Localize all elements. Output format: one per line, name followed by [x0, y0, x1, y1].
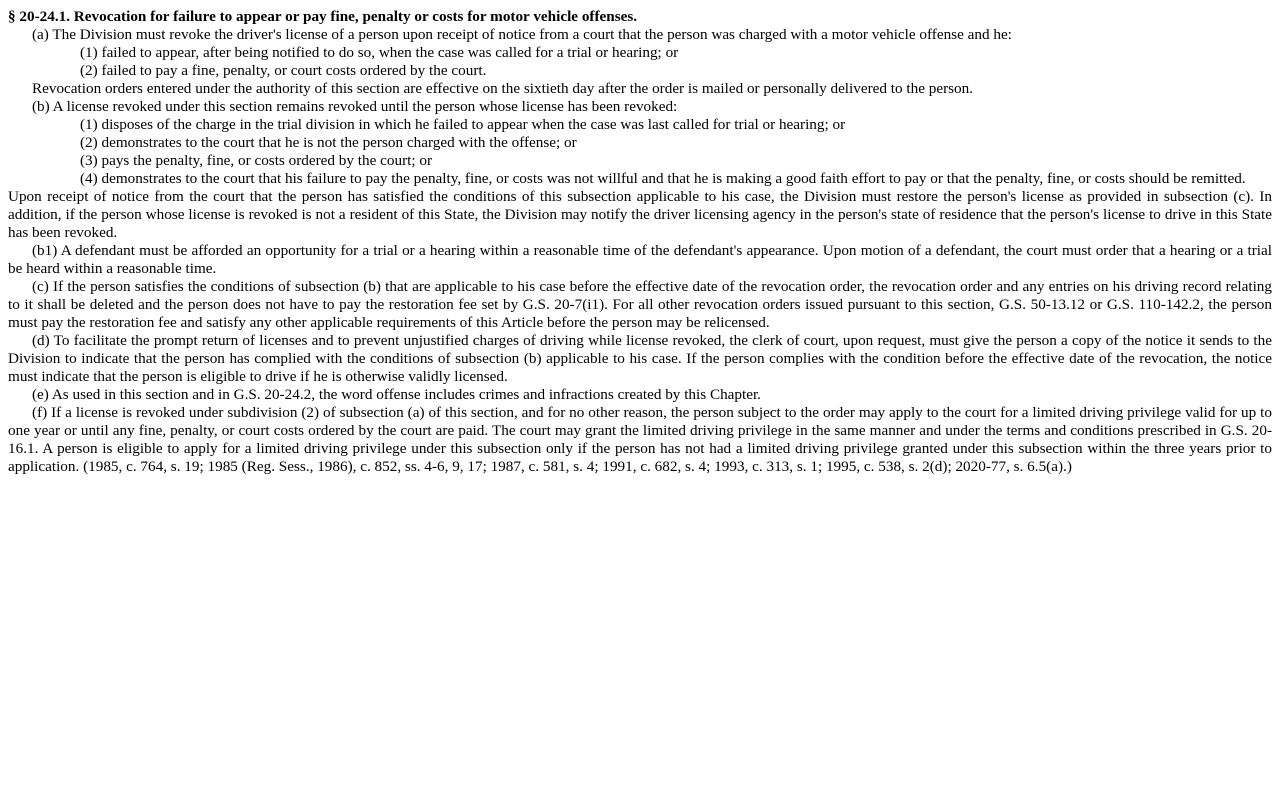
subsection-f: (f) If a license is revoked under subdivision (2) of subsection (a) of this section, and for no other reason, the person subject to the order may apply to the court for a limited driving privilege valid for up to one year or until any fine, penalty, or court costs ordered by the court are paid. The court may grant the limited driving privilege in the same manner and under the terms and conditions prescribed in G.S. 20-16.1. A person is eligible to apply for a limited driving privilege under this subsection only if the person has not had a limited driving privilege granted under this subsection within the three years prior to application. (1985, c. 764, s. 19; 1985 (Reg. Sess., 1986), c. 852, ss. 4-6, 9, 17; 1987, c. 581, s. 4; 1991, c. 682, s. 4; 1993, c. 313, s. 1; 1995, c. 538, s. 2(d); 2020-77, s. 6.5(a).)	[8, 404, 1272, 475]
subsection-b-closing: Upon receipt of notice from the court that the person has satisfied the conditions of this subsection applicable to his case, the Division must restore the person's license as provided in subsection (c). In addition, if the person whose license is revoked is not a resident of this State, the Division may notify the driver licensing agency in the person's state of residence that the person's license to drive in this State has been revoked.	[8, 188, 1272, 241]
subsection-b-item-3: (3) pays the penalty, fine, or costs ordered by the court; or	[80, 152, 433, 169]
subsection-b1: (b1) A defendant must be afforded an opportunity for a trial or a hearing within a reasonable time of the defendant's appearance. Upon motion of a defendant, the court must order that a hearing or a trial be heard within a reasonable time.	[8, 242, 1272, 277]
subsection-b: (b) A license revoked under this section remains revoked until the person whose license has been revoked:	[32, 98, 678, 115]
revocation-effective-note: Revocation orders entered under the authority of this section are effective on the sixtieth day after the order is mailed or personally delivered to the person.	[32, 80, 974, 97]
subsection-b-item-4: (4) demonstrates to the court that his failure to pay the penalty, fine, or costs was not willful and that he is making a good faith effort to pay or that the penalty, fine, or costs should be remitted.	[80, 170, 1246, 187]
subsection-c: (c) If the person satisfies the conditions of subsection (b) that are applicable to his case before the effective date of the revocation order, the revocation order and any entries on his driving record relating to it shall be deleted and the person does not have to pay the restoration fee set by G.S. 20-7(i1). For all other revocation orders issued pursuant to this section, G.S. 50-13.12 or G.S. 110-142.2, the person must pay the restoration fee and satisfy any other applicable requirements of this Article before the person may be relicensed.	[8, 278, 1272, 331]
statute-document	[8, 8, 1272, 476]
subsection-a: (a) The Division must revoke the driver's license of a person upon receipt of notice from a court that the person was charged with a motor vehicle offense and he:	[32, 26, 1012, 43]
subsection-b-item-1: (1) disposes of the charge in the trial division in which he failed to appear when the case was last called for trial or hearing; or	[80, 116, 846, 133]
subsection-a-item-2: (2) failed to pay a fine, penalty, or court costs ordered by the court.	[80, 62, 487, 79]
subsection-d: (d) To facilitate the prompt return of licenses and to prevent unjustified charges of driving while license revoked, the clerk of court, upon request, must give the person a copy of the notice it sends to the Division to indicate that the person has complied with the conditions of subsection (b) applicable to his case. If the person complies with the condition before the effective date of the revocation, the notice must indicate that the person is eligible to drive if he is otherwise validly licensed.	[8, 332, 1272, 385]
subsection-a-item-1: (1) failed to appear, after being notified to do so, when the case was called for a trial or hearing; or	[80, 44, 679, 61]
subsection-b-item-2: (2) demonstrates to the court that he is not the person charged with the offense; or	[80, 134, 577, 151]
subsection-e: (e) As used in this section and in G.S. 20-24.2, the word offense includes crimes and infractions created by this Chapter.	[32, 386, 761, 403]
section-title: § 20-24.1. Revocation for failure to appear or pay fine, penalty or costs for motor vehicle offenses.	[8, 8, 638, 25]
